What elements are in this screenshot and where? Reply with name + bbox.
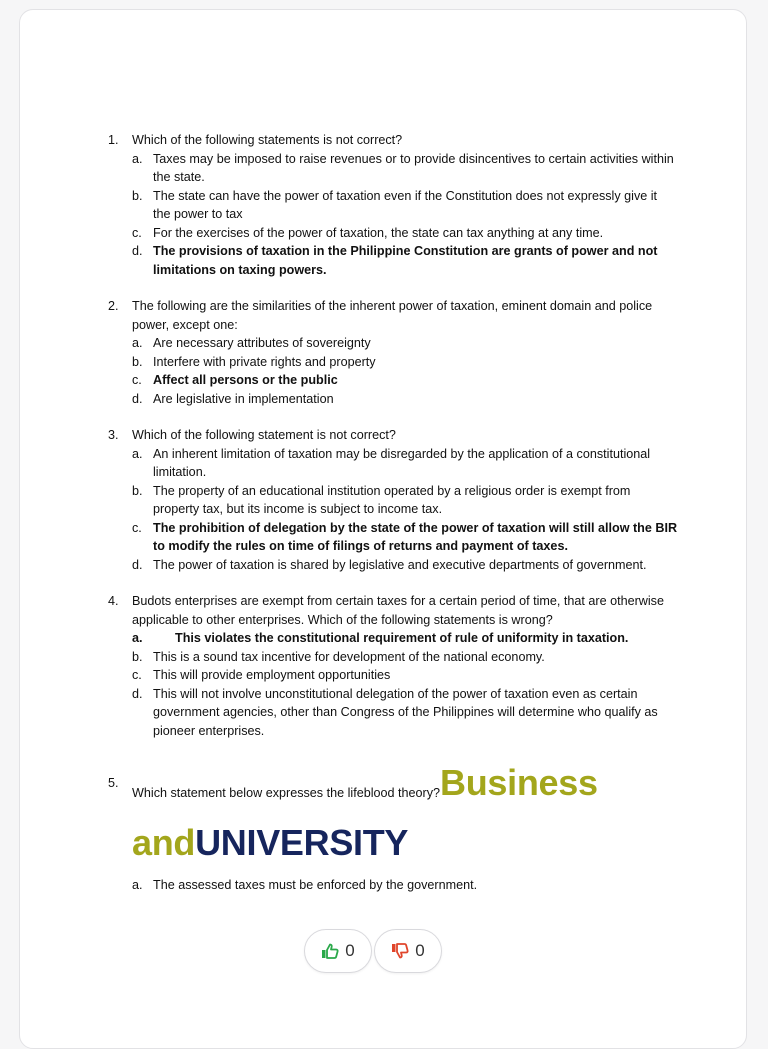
option-letter: a. (132, 151, 143, 166)
option-text: This will not involve unconstitutional delegation of the power of taxation even as certain government agencies, other than Congress of the Philippines will determine who qualify as pioneer enterprises. (153, 686, 658, 738)
question-4 (108, 592, 678, 740)
option-text: The property of an educational institution operated by a religious order is exempt from property tax, but its income is subject to income tax. (153, 483, 631, 516)
option-letter: b. (132, 483, 143, 498)
option-text: For the exercises of the power of taxation, the state can tax anything at any time. (153, 225, 604, 240)
upvote-button[interactable] (304, 929, 372, 973)
option-letter: a. (132, 336, 143, 350)
question-text: Budots enterprises are exempt from certain taxes for a certain period of time, that are otherwise applicable to other enterprises. Which of the following statements is wrong? (132, 594, 664, 627)
option-letter: a. (132, 631, 143, 645)
option-letter: d. (132, 391, 143, 406)
watermark-business: Business (440, 762, 598, 803)
option-letter: a. (132, 878, 143, 892)
option-text: An inherent limitation of taxation may be disregarded by the application of a constitutional limitation. (153, 446, 651, 479)
question-text: Which of the following statement is not correct? (132, 428, 396, 442)
question-number: 3. (108, 428, 119, 442)
option-text: This will provide employment opportunities (153, 668, 391, 682)
question-text: Which statement below expresses the lifeblood theory? (132, 786, 441, 800)
question-number: 4. (108, 594, 119, 608)
option-text: Taxes may be imposed to raise revenues or to provide disincentives to certain activities within the state. (153, 151, 674, 184)
question-5-line (132, 758, 678, 812)
option-text: Are necessary attributes of sovereignty (153, 336, 371, 350)
option-3c-answer (132, 519, 678, 556)
option-text: Are legislative in implementation (153, 391, 334, 406)
question-number: 2. (108, 299, 119, 313)
option-letter: c. (132, 225, 142, 240)
option-4b (132, 648, 678, 667)
option-text: The state can have the power of taxation even if the Constitution does not expressly give it the power to tax (153, 188, 658, 221)
thumbs-up-icon (321, 943, 339, 959)
question-2 (108, 297, 678, 408)
option-1b (132, 187, 678, 224)
option-text: The assessed taxes must be enforced by the government. (153, 878, 478, 892)
question-text: The following are the similarities of the inherent power of taxation, eminent domain and police power, except one: (132, 299, 653, 332)
document-page (108, 131, 678, 895)
vote-bar (304, 929, 442, 973)
option-4a-answer (132, 629, 678, 648)
option-4d (132, 685, 678, 741)
option-4c (132, 666, 678, 685)
option-text: The provisions of taxation in the Philippine Constitution are grants of power and not limitations on taxing powers. (153, 244, 658, 277)
option-2b (132, 353, 678, 372)
option-1a (132, 150, 678, 187)
option-3a (132, 445, 678, 482)
option-letter: b. (132, 649, 143, 664)
option-3b (132, 482, 678, 519)
option-letter: c. (132, 373, 142, 387)
option-text: The power of taxation is shared by legislative and executive departments of government. (153, 557, 647, 572)
downvote-button[interactable] (374, 929, 442, 973)
question-3 (108, 426, 678, 574)
watermark-brand-line (132, 816, 678, 870)
watermark-and: and (132, 822, 196, 863)
option-letter: a. (132, 446, 143, 461)
option-letter: b. (132, 354, 143, 369)
question-5 (108, 758, 678, 895)
option-2a (132, 334, 678, 353)
thumbs-down-icon (391, 943, 409, 959)
option-letter: c. (132, 520, 142, 535)
option-text: The prohibition of delegation by the state of the power of taxation will still allow the BIR to modify the rules on time of filings of returns and payment of taxes. (153, 520, 678, 553)
question-number: 1. (108, 133, 119, 147)
option-text: This is a sound tax incentive for development of the national economy. (153, 649, 545, 664)
option-1d-answer (132, 242, 678, 279)
question-text: Which of the following statements is not correct? (132, 133, 403, 147)
question-number: 5. (108, 776, 119, 790)
option-letter: b. (132, 188, 143, 203)
option-letter: c. (132, 668, 142, 682)
option-1c (132, 224, 678, 243)
option-letter: d. (132, 686, 143, 701)
option-2c-answer (132, 371, 678, 390)
option-3d (132, 556, 678, 575)
upvote-count: 0 (345, 941, 355, 960)
option-5a (132, 876, 678, 895)
option-2d (132, 390, 678, 409)
watermark-university: UNIVERSITY (195, 822, 409, 863)
option-text: Affect all persons or the public (153, 373, 338, 387)
option-letter: d. (132, 557, 143, 572)
option-text: Interfere with private rights and property (153, 354, 376, 369)
downvote-count: 0 (415, 941, 425, 960)
question-1 (108, 131, 678, 279)
option-letter: d. (132, 244, 143, 258)
option-text: This violates the constitutional requirement of rule of uniformity in taxation. (175, 631, 629, 645)
